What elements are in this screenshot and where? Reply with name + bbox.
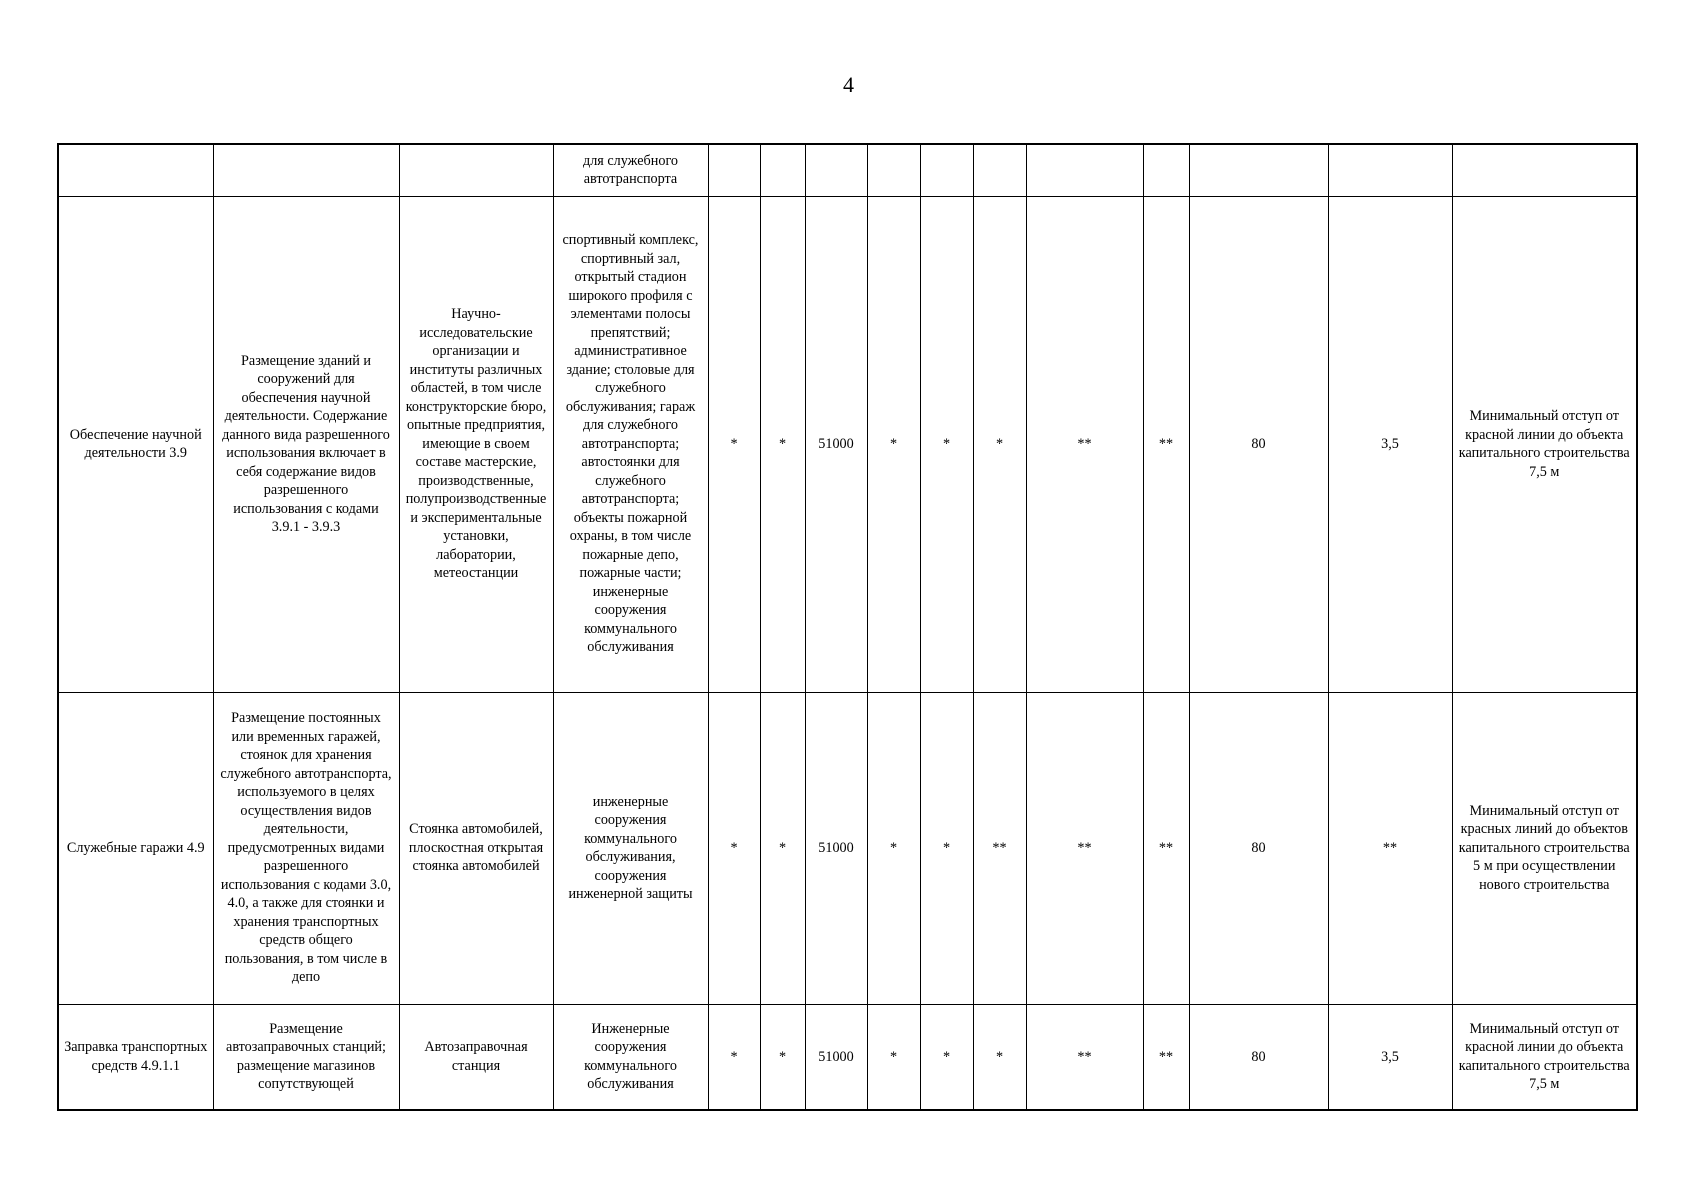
cell-value: * xyxy=(867,692,920,1004)
cell-value: * xyxy=(920,1004,973,1110)
table-row xyxy=(58,1004,1637,1110)
cell-description: Размещение зданий и сооружений для обеспечения научной деятельности. Содержание данного вида разрешенного использования включает в себя содержание видов разрешенного использования с кодами 3.9.1 - 3.9.3 xyxy=(213,196,399,692)
cell-aux-use: Инженерные сооружения коммунального обслуживания xyxy=(553,1004,708,1110)
cell-name: Служебные гаражи 4.9 xyxy=(58,692,213,1004)
table-row xyxy=(58,692,1637,1004)
cell-value: ** xyxy=(1026,196,1143,692)
cell-main-use: Автозаправочная станция xyxy=(399,1004,553,1110)
cell-value xyxy=(805,144,867,196)
cell-value xyxy=(867,144,920,196)
cell-value: 51000 xyxy=(805,692,867,1004)
cell-name xyxy=(58,144,213,196)
cell-value xyxy=(973,144,1026,196)
cell-note xyxy=(1452,144,1637,196)
cell-value: ** xyxy=(1026,1004,1143,1110)
table-row xyxy=(58,144,1637,196)
cell-value: 80 xyxy=(1189,196,1328,692)
cell-value xyxy=(1143,144,1189,196)
cell-main-use: Научно-исследовательские организации и институты различных областей, в том числе конструкторские бюро, опытные предприятия, имеющие в своем составе мастерские, производственные, полупроизводственные и экспериментальные установки, лаборатории, метеостанции xyxy=(399,196,553,692)
cell-aux-use: спортивный комплекс, спортивный зал, открытый стадион широкого профиля с элементами полосы препятствий; административное здание; столовые для служебного обслуживания; гараж для служебного автотранспорта; автостоянки для служебного автотранспорта; объекты пожарной охраны, в том числе пожарные депо, пожарные части; инженерные сооружения коммунального обслуживания xyxy=(553,196,708,692)
cell-value xyxy=(708,144,760,196)
cell-value: * xyxy=(973,1004,1026,1110)
cell-note: Минимальный отступ от красной линии до объекта капитального строительства 7,5 м xyxy=(1452,1004,1637,1110)
cell-value: * xyxy=(867,196,920,692)
table-row xyxy=(58,196,1637,692)
cell-value: * xyxy=(920,196,973,692)
cell-description xyxy=(213,144,399,196)
cell-value xyxy=(1189,144,1328,196)
cell-value: * xyxy=(708,1004,760,1110)
cell-value: 3,5 xyxy=(1328,1004,1452,1110)
cell-main-use: Стоянка автомобилей, плоскостная открытая стоянка автомобилей xyxy=(399,692,553,1004)
cell-description: Размещение постоянных или временных гаражей, стоянок для хранения служебного автотранспорта, используемого в целях осуществления видов деятельности, предусмотренных видами разрешенного использования с кодами 3.0, 4.0, а также для стоянки и хранения транспортных средств общего пользования, в том числе в депо xyxy=(213,692,399,1004)
cell-main-use xyxy=(399,144,553,196)
cell-value: 51000 xyxy=(805,1004,867,1110)
cell-note: Минимальный отступ от красных линий до объектов капитального строительства 5 м при осуществлении нового строительства xyxy=(1452,692,1637,1004)
page-number: 4 xyxy=(843,72,854,97)
cell-name: Обеспечение научной деятельности 3.9 xyxy=(58,196,213,692)
cell-value: ** xyxy=(1143,692,1189,1004)
cell-value: 80 xyxy=(1189,1004,1328,1110)
cell-value: * xyxy=(920,692,973,1004)
cell-value: * xyxy=(760,692,805,1004)
cell-value: ** xyxy=(1328,692,1452,1004)
cell-name: Заправка транспортных средств 4.9.1.1 xyxy=(58,1004,213,1110)
cell-value: 51000 xyxy=(805,196,867,692)
cell-value: * xyxy=(708,196,760,692)
cell-value: * xyxy=(760,196,805,692)
cell-value xyxy=(920,144,973,196)
cell-value: ** xyxy=(973,692,1026,1004)
zoning-table xyxy=(57,143,1638,1111)
cell-value: * xyxy=(867,1004,920,1110)
cell-aux-use: для служебного автотранспорта xyxy=(553,144,708,196)
cell-value: ** xyxy=(1143,196,1189,692)
cell-value: * xyxy=(708,692,760,1004)
cell-value: 3,5 xyxy=(1328,196,1452,692)
cell-value: * xyxy=(760,1004,805,1110)
cell-value: 80 xyxy=(1189,692,1328,1004)
cell-value: ** xyxy=(1026,692,1143,1004)
cell-value xyxy=(760,144,805,196)
cell-aux-use: инженерные сооружения коммунального обслуживания, сооружения инженерной защиты xyxy=(553,692,708,1004)
cell-description: Размещение автозаправочных станций; размещение магазинов сопутствующей xyxy=(213,1004,399,1110)
cell-note: Минимальный отступ от красной линии до объекта капитального строительства 7,5 м xyxy=(1452,196,1637,692)
cell-value xyxy=(1026,144,1143,196)
cell-value: ** xyxy=(1143,1004,1189,1110)
cell-value xyxy=(1328,144,1452,196)
cell-value: * xyxy=(973,196,1026,692)
